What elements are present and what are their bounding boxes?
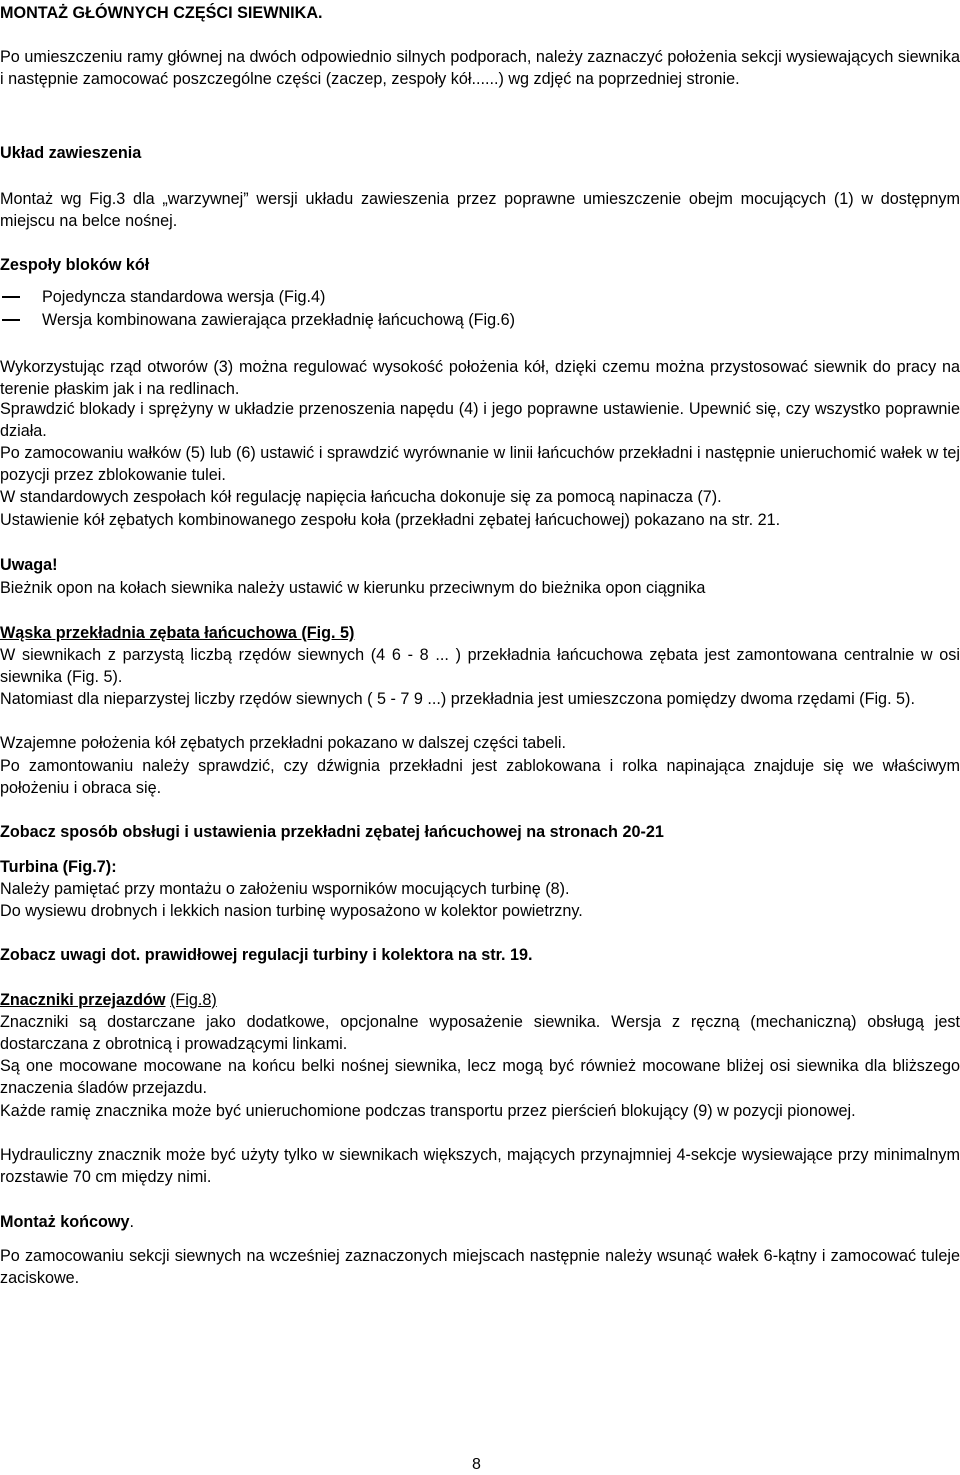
markers-paragraph: Są one mocowane mocowane na końcu belki nośnej siewnika, lecz mogą być również mocowane bliżej osi siewnika dla bliższego znaczenia śladów przejazdu. bbox=[0, 1057, 960, 1097]
markers-paragraph: Hydrauliczny znacznik może być użyty tylko w siewnikach większych, mających przynajmniej 4-sekcje wysiewające przy minimalnym rozstawie 70 cm między nimi. bbox=[0, 1146, 960, 1186]
turbine-heading: Turbina (Fig.7): bbox=[0, 858, 117, 876]
chain-paragraph: W siewnikach z parzystą liczbą rzędów siewnych (4 6 - 8 ... ) przekładnia łańcuchowa zębata jest zamontowana centralnie w osi siewnika (Fig. 5). bbox=[0, 646, 960, 686]
chain-paragraph: Natomiast dla nieparzystej liczby rzędów siewnych ( 5 - 7 9 ...) przekładnia jest umieszczona pomiędzy dwoma rzędami (Fig. 5). bbox=[0, 690, 915, 708]
markers-paragraph: Znaczniki są dostarczane jako dodatkowe, opcjonalne wyposażenie siewnika. Wersja z ręczną (mechaniczną) obsługą jest dostarczana z obrotnicą i prowadzącymi linkami. bbox=[0, 1013, 960, 1053]
chain-paragraph: Wzajemne położenia kół zębatych przekładni pokazano w dalszej części tabeli. bbox=[0, 734, 566, 752]
suspension-paragraph: Montaż wg Fig.3 dla „warzywnej” wersji układu zawieszenia przez poprawne umieszczenie obejm mocujących (1) w dostępnym miejscu na belce nośnej. bbox=[0, 190, 960, 230]
dash-bullet-icon bbox=[2, 296, 20, 298]
wheels-paragraph: Wykorzystując rząd otworów (3) można regulować wysokość położenia kół, dzięki czemu można przystosować siewnik do pracy na terenie płaskim jak i na redlinach. bbox=[0, 358, 960, 398]
markers-heading bbox=[0, 989, 960, 1011]
final-paragraph: Po zamocowaniu sekcji siewnych na wcześniej zaznaczonych miejscach następnie należy wsunąć wałek 6-kątny i zamocować tuleje zaciskowe. bbox=[0, 1247, 960, 1287]
chain-paragraph: Po zamontowaniu należy sprawdzić, czy dźwignia przekładni jest zablokowana i rolka napinająca znajduje się we właściwym położeniu i obraca się. bbox=[0, 757, 960, 797]
wheels-paragraph: Po zamocowaniu wałków (5) lub (6) ustawić i sprawdzić wyrównanie w linii łańcuchów przekładni i następnie unieruchomić wałek w tej pozycji przez zblokowanie tulei. bbox=[0, 444, 960, 484]
intro-paragraph: Po umieszczeniu ramy głównej na dwóch odpowiednio silnych podporach, należy zaznaczyć położenia sekcji wysiewających siewnika i następnie zamocować poszczególne części (zaczep, zespoły kół......) wg zdjęć na poprzedniej stronie. bbox=[0, 48, 960, 88]
wheels-paragraph: Ustawienie kół zębatych kombinowanego zespołu koła (przekładni zębatej łańcuchowej) pokazano na str. 21. bbox=[0, 511, 781, 529]
wheels-paragraph: W standardowych zespołach kół regulację napięcia łańcucha dokonuje się za pomocą napinacza (7). bbox=[0, 488, 722, 506]
final-heading-suffix: . bbox=[129, 1213, 135, 1231]
warning-heading: Uwaga! bbox=[0, 556, 58, 574]
markers-heading-main: Znaczniki przejazdów bbox=[0, 991, 166, 1009]
warning-paragraph: Bieżnik opon na kołach siewnika należy ustawić w kierunku przeciwnym do bieżnika opon ciągnika bbox=[0, 579, 706, 597]
list-item-text: Pojedyncza standardowa wersja (Fig.4) bbox=[42, 288, 326, 306]
chain-see-note: Zobacz sposób obsługi i ustawienia przekładni zębatej łańcuchowej na stronach 20-21 bbox=[0, 823, 664, 841]
list-item-text: Wersja kombinowana zawierająca przekładnię łańcuchową (Fig.6) bbox=[42, 311, 515, 329]
wheels-paragraph: Sprawdzić blokady i sprężyny w układzie przenoszenia napędu (4) i jego poprawne ustawienie. Upewnić się, czy wszystko poprawnie działa. bbox=[0, 400, 960, 440]
wheels-heading: Zespoły bloków kół bbox=[0, 256, 150, 274]
final-heading-text: Montaż końcowy bbox=[0, 1213, 130, 1231]
chain-heading: Wąska przekładnia zębata łańcuchowa (Fig. 5) bbox=[0, 624, 355, 642]
final-heading bbox=[0, 1211, 960, 1233]
dash-bullet-icon bbox=[2, 319, 20, 321]
page-number: 8 bbox=[472, 1456, 481, 1473]
markers-paragraph: Każde ramię znacznika może być unieruchomione podczas transportu przez pierścień blokujący (9) w pozycji pionowej. bbox=[0, 1102, 856, 1120]
suspension-heading: Układ zawieszenia bbox=[0, 144, 142, 162]
turbine-see-note: Zobacz uwagi dot. prawidłowej regulacji turbiny i kolektora na str. 19. bbox=[0, 946, 533, 964]
markers-heading-ref: (Fig.8) bbox=[170, 991, 217, 1009]
turbine-paragraph: Należy pamiętać przy montażu o założeniu wsporników mocujących turbinę (8). bbox=[0, 880, 570, 898]
turbine-paragraph: Do wysiewu drobnych i lekkich nasion turbinę wyposażono w kolektor powietrzny. bbox=[0, 902, 583, 920]
page-title: MONTAŻ GŁÓWNYCH CZĘŚCI SIEWNIKA. bbox=[0, 4, 323, 22]
